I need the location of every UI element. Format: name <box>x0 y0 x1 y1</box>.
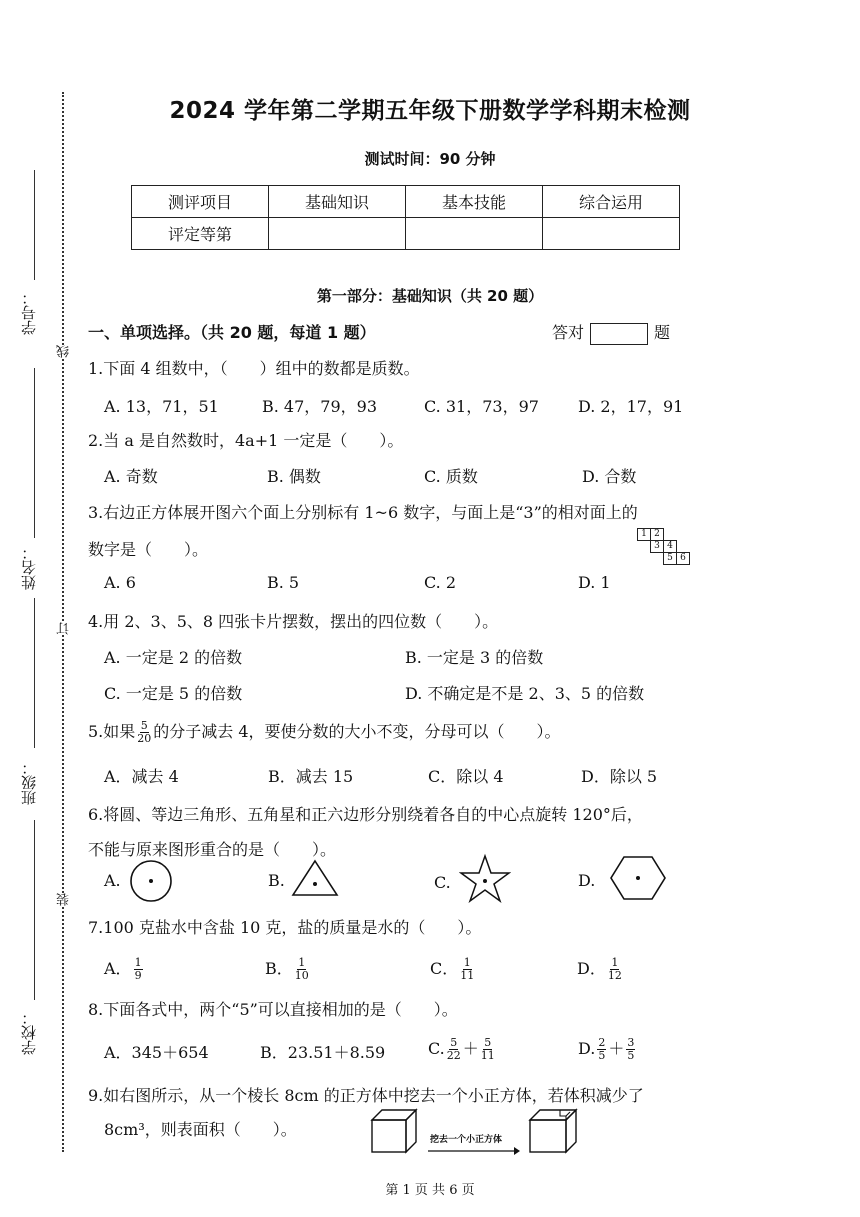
fraction-denominator: 22 <box>446 1049 461 1062</box>
fraction-denominator: 12 <box>607 969 622 982</box>
margin-mark-bind: 装 <box>57 893 72 906</box>
q6-option-c[interactable]: C. <box>434 873 451 892</box>
q4-option-b[interactable]: B. 一定是 3 的倍数 <box>405 648 544 667</box>
question-4: 4.用 2、3、5、8 四张卡片摆数，摆出的四位数（ ）。 <box>88 612 499 631</box>
fraction-denominator: 11 <box>460 969 475 982</box>
margin-mark-staple: 订 <box>57 622 72 635</box>
exam-title: 2024 学年第二学期五年级下册数学学科期末检测 <box>169 98 691 124</box>
fraction-numerator: 3 <box>627 1036 635 1049</box>
option-fraction <box>597 1037 606 1062</box>
q1-option-b[interactable]: B. 47，79，93 <box>262 397 378 416</box>
fraction-numerator: 1 <box>611 956 619 969</box>
q8-option-a[interactable]: A．345＋654 <box>104 1043 209 1062</box>
q2-option-a[interactable]: A. 奇数 <box>104 467 158 486</box>
fraction-denominator: 5 <box>627 1049 635 1062</box>
option-label: A． <box>104 959 132 978</box>
q5-option-c[interactable]: C．除以 4 <box>428 767 504 786</box>
question-7: 7.100 克盐水中含盐 10 克，盐的质量是水的（ ）。 <box>88 918 482 937</box>
question-5 <box>88 719 561 745</box>
fraction-numerator: 5 <box>140 719 148 732</box>
option-label: C． <box>430 959 459 978</box>
question-9-line-2: 8cm³，则表面积（ ）。 <box>104 1120 297 1139</box>
page-footer: 第 1 页 共 6 页 <box>385 1183 475 1198</box>
grade-table-row-label: 评定等第 <box>132 218 269 250</box>
option-fraction <box>134 957 143 982</box>
q1-option-a[interactable]: A. 13，71，51 <box>104 397 219 416</box>
fraction-denominator: 9 <box>134 969 142 982</box>
q2-option-b[interactable]: B. 偶数 <box>267 467 321 486</box>
class-label: 班级： <box>20 760 38 805</box>
school-label: 学校： <box>20 1010 38 1055</box>
hexagon-shape-icon <box>609 854 667 902</box>
q7-option-d[interactable] <box>577 956 624 982</box>
fraction-denominator: 5 <box>598 1049 606 1062</box>
q5-option-a[interactable]: A．减去 4 <box>104 767 179 786</box>
name-label: 姓名： <box>20 545 38 590</box>
option-label: B． <box>265 959 293 978</box>
fraction-denominator: 10 <box>294 969 309 982</box>
question-1: 1.下面 4 组数中，（ ）组中的数都是质数。 <box>88 359 420 378</box>
question-3: 3.右边正方体展开图六个面上分别标有 1~6 数字，与面上是“3”的相对面上的 <box>88 503 638 522</box>
fraction-denominator: 11 <box>480 1049 495 1062</box>
q3-option-d[interactable]: D. 1 <box>578 573 611 592</box>
grade-table-header-cell: 测评项目 <box>132 186 269 218</box>
student-number-blank[interactable] <box>34 170 35 280</box>
fraction-numerator: 1 <box>298 956 306 969</box>
full-cube-figure <box>368 1106 420 1154</box>
q5-fraction <box>137 720 151 745</box>
grade-table-header-cell: 基本技能 <box>406 186 543 218</box>
net-face: 3 <box>651 541 664 553</box>
q8-option-c[interactable]: C. $\frac{5}{22}$ ＋ $\frac{5}{11}$ <box>428 1036 495 1062</box>
arrow-label: 挖去一个小正方体 <box>430 1135 503 1145</box>
circle-shape-icon <box>128 858 174 904</box>
question-8: 8.下面各式中，两个“5”可以直接相加的是（ ）。 <box>88 1000 458 1019</box>
net-face: 6 <box>677 553 690 565</box>
question-2: 2.当 a 是自然数时，4a+1 一定是（ ）。 <box>88 431 404 450</box>
arrow-icon <box>428 1146 520 1156</box>
section-title: 一、单项选择。（共 20 题，每道 1 题） <box>88 323 376 342</box>
fraction-numerator: 2 <box>598 1036 606 1049</box>
question-9: 9.如右图所示，从一个棱长 8cm 的正方体中挖去一个小正方体，若体积减少了 <box>88 1086 644 1105</box>
option-fraction <box>608 957 622 982</box>
question-6: 6.将圆、等边三角形、五角星和正六边形分别绕着各自的中心点旋转 120°后， <box>88 805 643 824</box>
question-6-line-2: 不能与原来图形重合的是（ ）。 <box>88 840 337 859</box>
net-face: 5 <box>664 553 677 565</box>
q2-option-c[interactable]: C. 质数 <box>424 467 478 486</box>
fraction-numerator: 5 <box>484 1036 492 1049</box>
grade-table-header-cell: 基础知识 <box>269 186 406 218</box>
fraction-numerator: 1 <box>134 956 142 969</box>
net-face: 2 <box>651 529 664 541</box>
star-shape-icon <box>459 853 511 903</box>
exam-duration: 测试时间：90 分钟 <box>364 150 496 168</box>
q8-option-d[interactable]: D. $\frac{2}{5}$ ＋ $\frac{3}{5}$ <box>578 1036 635 1062</box>
q6-option-d[interactable]: D. <box>578 871 596 890</box>
q7-option-a[interactable] <box>104 956 145 982</box>
grade-input-cell[interactable] <box>406 218 543 250</box>
option-label: C. <box>428 1039 445 1058</box>
option-fraction <box>447 1037 461 1062</box>
q6-option-b[interactable]: B. <box>268 871 285 890</box>
option-fraction <box>481 1037 495 1062</box>
option-fraction <box>626 1037 635 1062</box>
net-face: 4 <box>664 541 677 553</box>
q5-text-after: 的分子减去 4，要使分数的大小不变，分母可以（ ）。 <box>153 722 561 741</box>
q4-option-d[interactable]: D. 不确定是不是 2、3、5 的倍数 <box>405 684 645 703</box>
name-blank[interactable] <box>34 368 35 538</box>
q3-option-c[interactable]: C. 2 <box>424 573 457 592</box>
q5-option-b[interactable]: B．减去 15 <box>268 767 354 786</box>
q6-option-a[interactable]: A. <box>104 871 121 890</box>
option-label: D. <box>578 1039 596 1058</box>
grade-table-header-cell: 综合运用 <box>543 186 680 218</box>
grade-input-cell[interactable] <box>269 218 406 250</box>
q2-option-d[interactable]: D. 合数 <box>582 467 637 486</box>
q4-option-c[interactable]: C. 一定是 5 的倍数 <box>104 684 243 703</box>
grading-table <box>131 185 680 250</box>
option-fraction <box>460 957 474 982</box>
answered-prefix: 答对 <box>552 323 585 342</box>
answered-suffix: 题 <box>654 323 671 342</box>
triangle-shape-icon <box>290 858 340 898</box>
net-face: 1 <box>638 529 651 541</box>
fraction-denominator: 20 <box>137 732 152 745</box>
fraction-numerator: 1 <box>463 956 471 969</box>
fraction-numerator: 5 <box>450 1036 458 1049</box>
q5-text-before: 5.如果 <box>88 722 136 741</box>
q3-option-a[interactable]: A. 6 <box>104 573 136 592</box>
q7-option-c[interactable] <box>430 956 476 982</box>
question-3-line-2: 数字是（ ）。 <box>88 540 209 559</box>
answered-count-box[interactable] <box>590 323 648 345</box>
hollowed-cube-figure <box>526 1104 580 1156</box>
option-label: D． <box>577 959 606 978</box>
margin-mark-line: 线 <box>57 345 72 358</box>
q8-option-b[interactable]: B．23.51＋8.59 <box>260 1043 386 1062</box>
cube-net-figure <box>637 528 690 565</box>
q4-option-a[interactable]: A. 一定是 2 的倍数 <box>104 648 243 667</box>
q7-option-b[interactable] <box>265 956 311 982</box>
class-blank[interactable] <box>34 598 35 748</box>
q3-option-b[interactable]: B. 5 <box>267 573 300 592</box>
school-blank[interactable] <box>34 820 35 1000</box>
q1-option-d[interactable]: D. 2，17，91 <box>578 397 684 416</box>
student-number-label: 学号： <box>20 290 38 335</box>
grade-input-cell[interactable] <box>543 218 680 250</box>
option-fraction <box>295 957 309 982</box>
answered-count <box>552 320 670 345</box>
q5-option-d[interactable]: D．除以 5 <box>581 767 658 786</box>
q1-option-c[interactable]: C. 31，73，97 <box>424 397 539 416</box>
part-title: 第一部分：基础知识（共 20 题） <box>316 287 544 305</box>
